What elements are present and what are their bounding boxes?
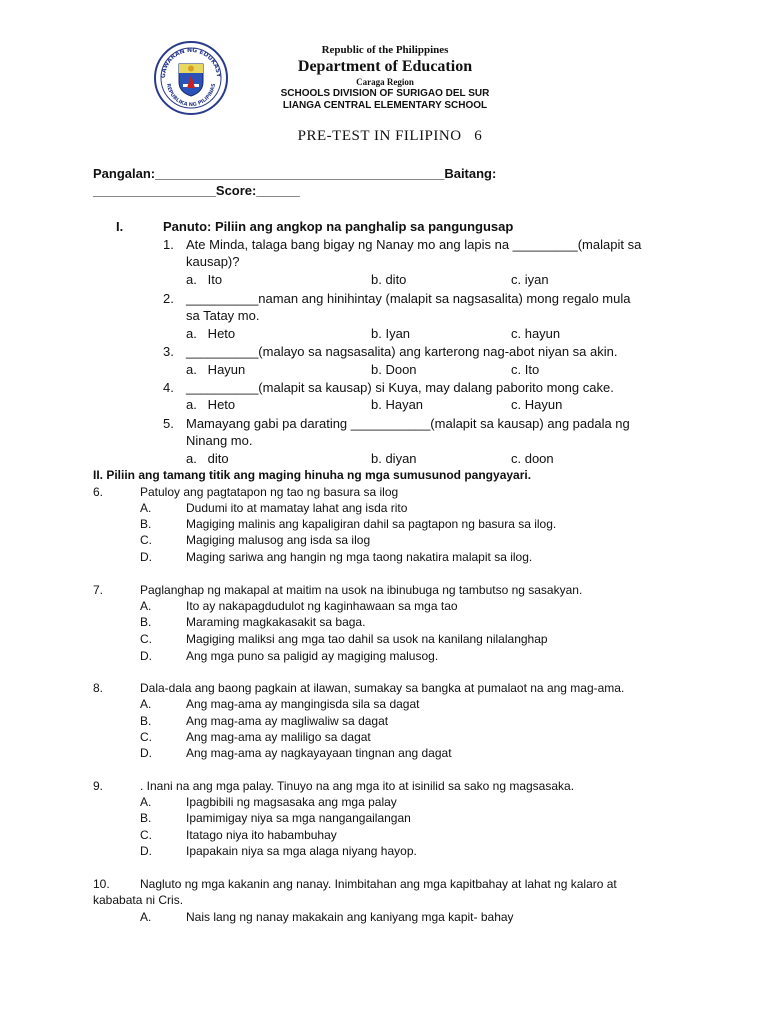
question-text: __________naman ang hinihintay (malapit sa nagsasalita) mong regalo mula [186,291,631,306]
choice-a[interactable]: a. dito [186,451,229,466]
question-text: Dala-dala ang baong pagkain at ilawan, sumakay sa bangka at pumalaot na ang mag-ama. [140,681,625,695]
choice-c[interactable]: c. Ito [511,362,540,377]
choice-b[interactable]: b. diyan [371,451,417,466]
item-number: 2. [163,291,174,306]
option-text[interactable]: Magiging malusog ang isda sa ilog [186,533,371,547]
option-letter[interactable]: D. [140,844,152,858]
question-text: Nagluto ng mga kakanin ang nanay. Inimbitahan ang mga kapitbahay at lahat ng kalaro at [140,877,617,891]
option-letter[interactable]: A. [140,501,152,515]
item-number: 6. [93,485,104,499]
option-text[interactable]: Maraming magkakasakit sa baga. [186,615,366,629]
header-region: Caraga Region [356,77,414,87]
part2-instruction: II. Piliin ang tamang titik ang maging hinuha ng mga sumusunod pangyayari. [93,468,532,482]
deped-seal [153,40,229,116]
option-letter[interactable]: B. [140,811,152,825]
choice-b[interactable]: b. dito [371,272,407,287]
item-number: 5. [163,416,174,431]
item-number: 8. [93,681,104,695]
option-letter[interactable]: D. [140,649,152,663]
question-text-cont: kababata ni Cris. [93,893,184,907]
option-text[interactable]: Nais lang ng nanay makakain ang kaniyang mga kapit- bahay [186,910,514,924]
option-text[interactable]: Itatago niya ito habambuhay [186,828,337,842]
question-text: Ate Minda, talaga bang bigay ng Nanay mo ang lapis na _________(malapit sa [186,237,642,252]
question-text: Mamayang gabi pa darating ___________(malapit sa kausap) ang padala ng [186,416,630,431]
choice-a[interactable]: a. Heto [186,397,236,412]
score-line[interactable]: _________________Score:______ [93,183,300,198]
option-letter[interactable]: A. [140,910,152,924]
option-letter[interactable]: B. [140,615,152,629]
option-text[interactable]: Ipamimigay niya sa mga nangangailangan [186,811,411,825]
test-title: PRE-TEST IN FILIPINO 6 [297,128,483,144]
option-text[interactable]: Ipagbibili ng magsasaka ang mga palay [186,795,397,809]
option-letter[interactable]: A. [140,599,152,613]
choice-b[interactable]: b. Iyan [371,326,411,341]
option-letter[interactable]: D. [140,746,152,760]
item-number: 9. [93,779,104,793]
option-letter[interactable]: C. [140,632,152,646]
choice-c[interactable]: c. doon [511,451,554,466]
question-text-cont: Ninang mo. [186,433,253,448]
seal-bottom-text: REPUBLIKA NG PILIPINAS [165,83,217,109]
option-text[interactable]: Magiging maliksi ang mga tao dahil sa usok na kanilang nilalanghap [186,632,548,646]
option-text[interactable]: Ang mag-ama ay magliwaliw sa dagat [186,714,389,728]
question-text: Paglanghap ng makapal at maitim na usok na ibinubuga ng tambutso ng sasakyan. [140,583,583,597]
option-text[interactable]: Ang mag-ama ay nagkayayaan tingnan ang dagat [186,746,452,760]
seal-top-text: GAWARAN NG EDUKASY [159,46,223,79]
option-letter[interactable]: C. [140,533,152,547]
part1-instruction: Panuto: Piliin ang angkop na panghalip sa pangungusap [163,219,514,234]
question-text-cont: kausap)? [186,254,240,269]
option-text[interactable]: Dudumi ito at mamatay lahat ang isda rito [186,501,408,515]
option-letter[interactable]: A. [140,795,152,809]
header-republic: Republic of the Philippines [321,44,449,56]
option-letter[interactable]: B. [140,714,152,728]
option-text[interactable]: Magiging malinis ang kapaligiran dahil sa pagtapon ng basura sa ilog. [186,517,557,531]
option-text[interactable]: Maging sariwa ang hangin ng mga taong nakatira malapit sa ilog. [186,550,533,564]
item-number: 10. [93,877,110,891]
part1-number: I. [116,219,124,234]
question-text: __________(malayo sa nagsasalita) ang karterong nag-abot niyan sa akin. [186,344,618,359]
option-letter[interactable]: D. [140,550,152,564]
item-number: 7. [93,583,104,597]
question-text: . Inani na ang mga palay. Tinuyo na ang mga ito at isinilid sa sako ng magsasaka. [140,779,575,793]
header-school: LIANGA CENTRAL ELEMENTARY SCHOOL [282,100,488,111]
question-text: Patuloy ang pagtatapon ng tao ng basura sa ilog [140,485,399,499]
option-text[interactable]: Ang mag-ama ay maliligo sa dagat [186,730,371,744]
choice-a[interactable]: a. Ito [186,272,223,287]
choice-a[interactable]: a. Hayun [186,362,246,377]
header-division: SCHOOLS DIVISION OF SURIGAO DEL SUR [280,88,490,99]
question-text: __________(malapit sa kausap) si Kuya, may dalang paborito mong cake. [186,380,614,395]
option-text[interactable]: Ito ay nakapagdudulot ng kaginhawaan sa mga tao [186,599,458,613]
item-number: 1. [163,237,174,252]
item-number: 3. [163,344,174,359]
item-number: 4. [163,380,174,395]
option-text[interactable]: Ipapakain niya sa mga alaga niyang hayop. [186,844,417,858]
option-letter[interactable]: B. [140,517,152,531]
option-letter[interactable]: C. [140,828,152,842]
option-text[interactable]: Ang mga puno sa paligid ay magiging malusog. [186,649,439,663]
option-letter[interactable]: A. [140,697,152,711]
choice-b[interactable]: b. Doon [371,362,417,377]
name-grade-line[interactable]: Pangalan:________________________________________Baitang: [93,166,497,181]
choice-a[interactable]: a. Heto [186,326,236,341]
choice-c[interactable]: c. hayun [511,326,561,341]
option-letter[interactable]: C. [140,730,152,744]
choice-c[interactable]: c. iyan [511,272,549,287]
choice-c[interactable]: c. Hayun [511,397,563,412]
question-text-cont: sa Tatay mo. [186,308,260,323]
option-text[interactable]: Ang mag-ama ay mangingisda sila sa dagat [186,697,420,711]
choice-b[interactable]: b. Hayan [371,397,424,412]
header-department: Department of Education [297,58,473,75]
